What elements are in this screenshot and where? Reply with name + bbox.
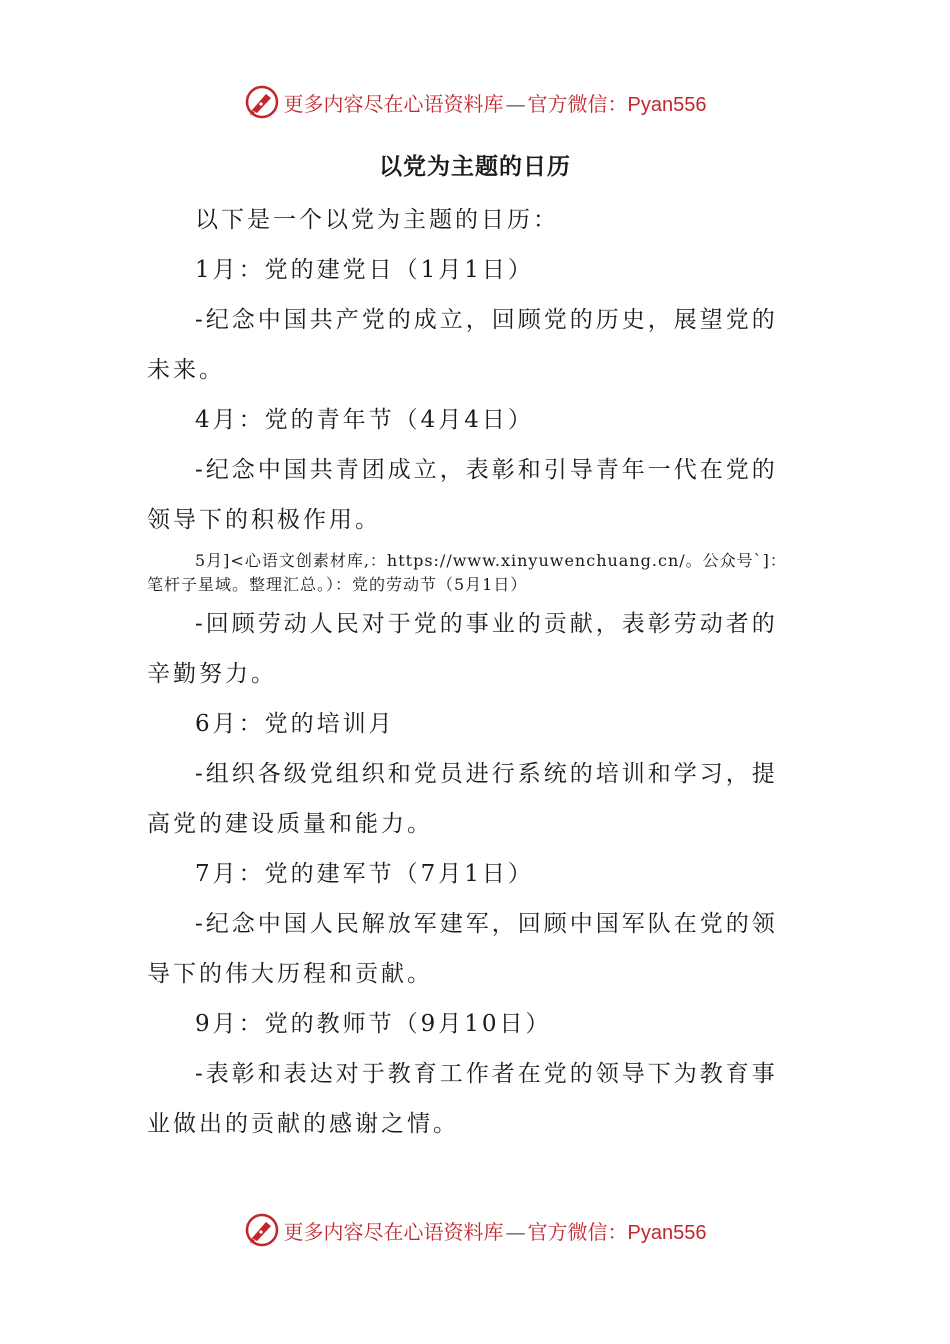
paragraph: 以下是一个以党为主题的日历： [195,207,559,233]
paragraph: -表彰和表达对于教育工作者在党的领导下为教育事业做出的贡献的感谢之情。 [147,1061,778,1137]
pen-nib-logo-icon [244,84,280,120]
document-body [147,195,797,1149]
header-banner [0,80,950,124]
paragraph: -组织各级党组织和党员进行系统的培训和学习，提高党的建设质量和能力。 [147,761,778,837]
banner-text: 更多内容尽在心语资料库 — 官方微信：Pyan556 [283,91,707,116]
paragraph: -纪念中国人民解放军建军，回顾中国军队在党的领导下的伟大历程和贡献。 [147,911,778,987]
pen-nib-logo-icon [244,1212,280,1248]
paragraph: 7月：党的建军节（7月1日） [195,861,534,887]
page-title: 以党为主题的日历 [379,154,571,180]
paragraph: 9月：党的教师节（9月10日） [195,1011,552,1037]
paragraph: 1月：党的建党日（1月1日） [195,257,534,283]
paragraph: -纪念中国共青团成立，表彰和引导青年一代在党的领导下的积极作用。 [147,457,778,533]
paragraph: 6月：党的培训月 [195,711,395,737]
banner-text: 更多内容尽在心语资料库 — 官方微信：Pyan556 [283,1219,707,1244]
paragraph: 4月：党的青年节（4月4日） [195,407,534,433]
paragraph: -回顾劳动人民对于党的事业的贡献，表彰劳动者的辛勤努力。 [147,611,778,687]
paragraph-source-note: 5月]<心语文创素材库,：https://www.xinyuwenchuang.cn/。公众号`]：笔杆子星域。整理汇总。）：党的劳动节（5月1日） [147,551,787,594]
footer-banner [0,1208,950,1252]
paragraph: -纪念中国共产党的成立，回顾党的历史，展望党的未来。 [147,307,778,383]
